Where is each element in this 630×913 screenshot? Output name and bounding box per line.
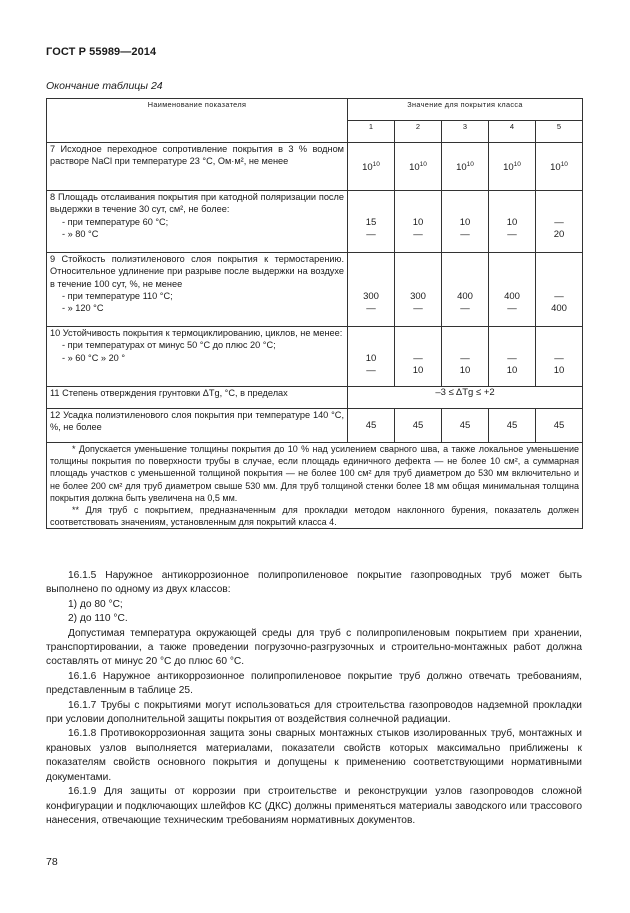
value-cell-class-3 <box>442 409 489 443</box>
value-text: — <box>366 365 376 377</box>
value-text: — <box>413 229 423 241</box>
table-row <box>47 409 583 443</box>
value-text: — <box>366 229 376 241</box>
value-text: 45 <box>365 420 377 431</box>
value-cell-class-3 <box>442 191 489 253</box>
value-text: 45 <box>459 420 471 431</box>
value-text: — <box>460 303 470 315</box>
value-text: — <box>366 303 376 315</box>
table-caption: Окончание таблицы 24 <box>46 80 163 92</box>
value-text: 45 <box>506 420 518 431</box>
table-row <box>47 387 583 409</box>
value-text: — <box>554 217 564 228</box>
indicator-name-cell <box>47 143 348 191</box>
value-text: 45 <box>412 420 424 431</box>
value-text: 10 <box>412 217 424 228</box>
indicator-name-text: 11 Степень отверждения грунтовки ΔTg, °С, в пределах <box>50 388 288 398</box>
body-paragraph: 1) до 80 °С; <box>68 598 123 610</box>
value-text: $10^{10}$ <box>503 161 521 174</box>
value-text: 10 <box>553 365 565 377</box>
value-cell-class-5 <box>536 409 583 443</box>
class-column-3: 3 <box>442 121 489 143</box>
value-text: 45 <box>553 420 565 431</box>
body-paragraph: Допустимая температура окружающей среды для труб с полипропиленовым покрытием при хранении, транспортировании, а также проведении погрузочно-разгрузочных и строительно-монтажных работ должна составлять от минус 20 °С до плюс 60 °С. <box>46 627 582 668</box>
indicator-name-text: 9 Стойкость полиэтиленового слоя покрытия к термостарению. Относительное удлинение при разрыве после выдержки на воздухе в течение 100 сут, %, не менее <box>50 254 344 289</box>
value-cell-class-3 <box>442 253 489 327</box>
value-cell-class-2 <box>395 143 442 191</box>
value-cell-class-2 <box>395 191 442 253</box>
value-text: 10 <box>365 353 377 364</box>
table-notes-row <box>47 443 583 529</box>
body-paragraph: 16.1.6 Наружное антикоррозионное полипропиленовое покрытие труб должно отвечать требованиям, представленным в таблице 25. <box>46 670 582 697</box>
value-cell-class-1 <box>348 191 395 253</box>
indicator-condition-text: - » 120 °С <box>62 303 104 314</box>
value-text: 300 <box>363 291 379 302</box>
value-cell-class-4 <box>489 191 536 253</box>
value-text: 10 <box>459 365 471 377</box>
value-text: 400 <box>504 291 520 302</box>
indicator-condition-text: - при температуре 60 °С; <box>62 216 169 227</box>
indicator-name-cell <box>47 253 348 327</box>
page-number: 78 <box>46 856 58 868</box>
value-cell-class-5 <box>536 143 583 191</box>
indicator-name-text: 12 Усадка полиэтиленового слоя покрытия при температуре 140 °С, %, не более <box>50 410 344 433</box>
value-text: — <box>413 303 423 315</box>
value-text: — <box>507 229 517 241</box>
value-text: 10 <box>459 217 471 228</box>
value-cell-class-5 <box>536 253 583 327</box>
value-text: 15 <box>365 217 377 228</box>
indicators-table <box>46 98 583 529</box>
value-text: 300 <box>410 291 426 302</box>
merged-value-cell: –3 ≤ ΔTg ≤ +2 <box>348 387 583 409</box>
indicator-name-cell <box>47 327 348 387</box>
class-column-5: 5 <box>536 121 583 143</box>
value-text: — <box>460 229 470 241</box>
value-cell-class-4 <box>489 143 536 191</box>
value-text: $10^{10}$ <box>409 161 427 174</box>
body-text <box>46 569 582 828</box>
value-text: — <box>413 353 423 364</box>
value-cell-class-2 <box>395 327 442 387</box>
class-column-1: 1 <box>348 121 395 143</box>
table-row <box>47 143 583 191</box>
class-column-4: 4 <box>489 121 536 143</box>
value-text: — <box>554 291 564 302</box>
value-cell-class-4 <box>489 409 536 443</box>
body-paragraph: 16.1.8 Противокоррозионная защита зоны сварных монтажных стыков изолированных труб, монтажных и крановых узлов выполняется материалами, показатели свойств которых максимально приближены к показателям свойств основного покрытия и допущены к применению соответствующими нормативными документами. <box>46 728 582 783</box>
value-text: 400 <box>457 291 473 302</box>
indicator-name-text: 10 Устойчивость покрытия к термоциклированию, циклов, не менее: <box>50 328 343 338</box>
table-row <box>47 191 583 253</box>
table-row <box>47 327 583 387</box>
indicator-name-text: 7 Исходное переходное сопротивление покрытия в 3 % водном растворе NaCl при температуре 23 °С, Ом·м², не менее <box>50 144 344 167</box>
value-text: 400 <box>551 303 567 315</box>
value-cell-class-1 <box>348 143 395 191</box>
table-footnotes <box>47 443 583 529</box>
value-cell-class-4 <box>489 327 536 387</box>
indicator-condition-text: - при температуре 110 °С; <box>62 290 173 301</box>
indicator-condition-text: - » 80 °С <box>62 228 99 239</box>
indicator-name-cell <box>47 191 348 253</box>
value-text: 10 <box>506 365 518 377</box>
indicator-name-text: 8 Площадь отслаивания покрытия при катодной поляризации после выдержки в течение 30 сут, см², не более: <box>50 192 344 215</box>
footnote-text: ** Для труб с покрытием, предназначенным для прокладки методом наклонного бурения, показатель должен соответствовать значениям, установленным для покрытий класса 4. <box>50 505 580 528</box>
value-text: $10^{10}$ <box>362 161 380 174</box>
body-paragraph: 16.1.7 Трубы с покрытиями могут использоваться для строительства газопроводов надземной прокладки при условии дополнительной защиты покрытия от воздействия солнечной радиации. <box>46 699 582 726</box>
value-cell-class-1 <box>348 253 395 327</box>
indicator-name-cell <box>47 387 348 409</box>
body-paragraph: 16.1.9 Для защиты от коррозии при строительстве и реконструкции узлов газопроводов сложной конфигурации и подключающих шлейфов КС (ДКС) должны применяться материалы заводского или трассового нанесения, отвечающие техническим требованиям нормативных документов. <box>46 786 582 826</box>
value-text: — <box>507 353 517 364</box>
value-text: 10 <box>506 217 518 228</box>
value-cell-class-2 <box>395 253 442 327</box>
body-paragraph: 16.1.5 Наружное антикоррозионное полипропиленовое покрытие газопроводных труб может быть выполнено по одному из двух классов: <box>46 570 582 596</box>
value-text: — <box>554 353 564 364</box>
value-text: 20 <box>553 229 565 241</box>
class-column-2: 2 <box>395 121 442 143</box>
value-cell-class-2 <box>395 409 442 443</box>
indicator-condition-text: - при температурах от минус 50 °С до плюс 20 °С; <box>62 340 276 351</box>
value-cell-class-5 <box>536 191 583 253</box>
value-cell-class-1 <box>348 327 395 387</box>
value-cell-class-5 <box>536 327 583 387</box>
value-cell-class-3 <box>442 327 489 387</box>
value-text: $10^{10}$ <box>550 161 568 174</box>
value-text: 10 <box>412 365 424 377</box>
value-cell-class-1 <box>348 409 395 443</box>
value-text: $10^{10}$ <box>456 161 474 174</box>
footnote-text: * Допускается уменьшение толщины покрытия до 10 % над усилением сварного шва, а также локальное уменьшение толщины покрытия по поверхности трубы в случае, если площадь единичного дефекта — не более 10 см², а суммарная площадь участков с уменьшенной толщиной покрытия — не более 100 см² для труб диаметром до 530 мм включительно и не более 200 см² для труб диаметром свыше 530 мм. Для труб толщиной стенки более 18 мм общая минимальная толщина покрытия должна быть увеличена на 0,5 мм. <box>50 444 580 503</box>
table-row <box>47 253 583 327</box>
value-cell-class-4 <box>489 253 536 327</box>
value-cell-class-3 <box>442 143 489 191</box>
value-text: — <box>507 303 517 315</box>
indicator-name-cell <box>47 409 348 443</box>
class-value-header: Значение для покрытия класса <box>348 99 583 121</box>
value-text: — <box>460 353 470 364</box>
body-paragraph: 2) до 110 °С. <box>68 613 128 625</box>
indicator-condition-text: - » 60 °С » 20 ° <box>62 352 126 363</box>
document-code-header: ГОСТ Р 55989—2014 <box>46 46 157 58</box>
indicator-name-header: Наименование показателя <box>47 99 348 143</box>
